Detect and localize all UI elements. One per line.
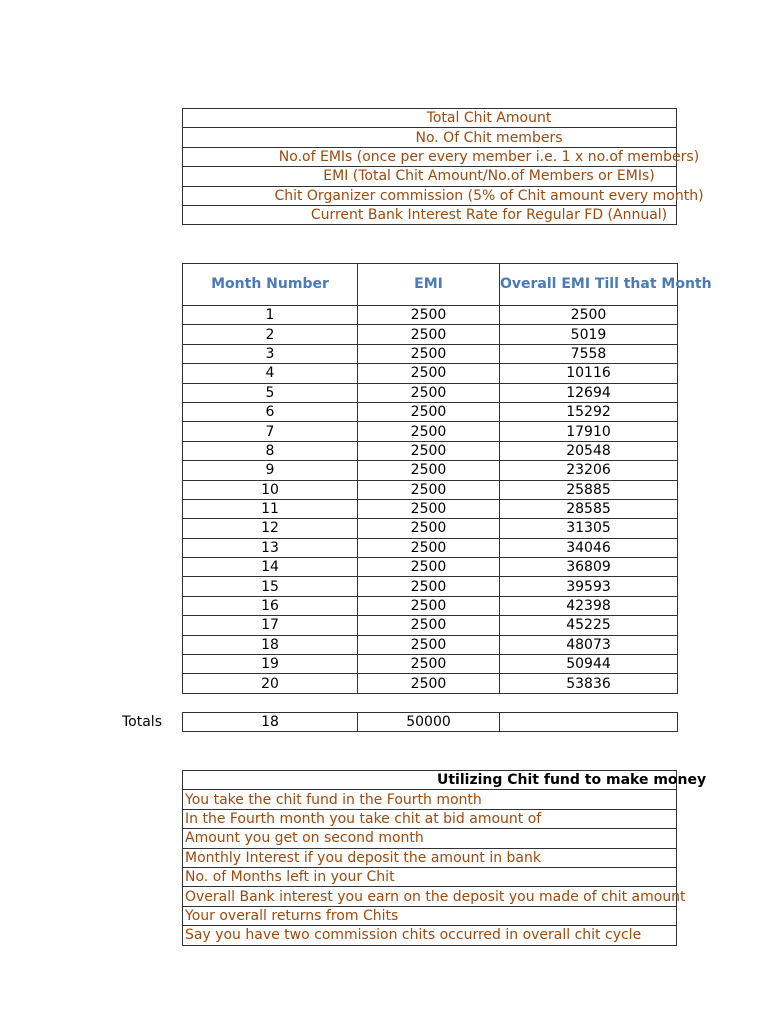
overall-emi-cell: 12694 [500,383,678,402]
month-number-cell: 4 [183,364,358,383]
table-row [183,577,678,596]
info-cell [183,109,677,128]
emi-cell: 2500 [358,577,500,596]
table-row [183,596,678,615]
utilizing-cell: Monthly Interest if you deposit the amount in bank [183,848,677,867]
header-month-number: Month Number [183,264,358,306]
info-row [183,186,677,205]
overall-emi-cell: 2500 [500,306,678,325]
month-number-cell: 8 [183,441,358,460]
month-number-cell: 14 [183,558,358,577]
overall-emi-cell: 39593 [500,577,678,596]
emi-cell: 2500 [358,596,500,615]
table-row [183,383,678,402]
info-cell [183,147,700,166]
table-row [183,674,678,693]
month-number-cell: 7 [183,422,358,441]
overall-emi-cell: 10116 [500,364,678,383]
table-row [183,519,678,538]
emi-cell: 2500 [358,519,500,538]
month-number-cell: 1 [183,306,358,325]
table-row [183,499,678,518]
emi-cell: 2500 [358,616,500,635]
overall-emi-cell: 34046 [500,538,678,557]
table-row [183,325,678,344]
utilizing-cell: Your overall returns from Chits [183,906,677,925]
table-row [183,441,678,460]
overall-emi-cell: 5019 [500,325,678,344]
utilizing-row [183,790,677,809]
totals-emi: 50000 [358,713,500,732]
utilizing-chit-table [182,770,707,946]
utilizing-cell: In the Fourth month you take chit at bid amount of [183,809,677,828]
month-number-cell: 3 [183,344,358,363]
table-row [183,402,678,421]
utilizing-row [183,887,677,906]
utilizing-cell: You take the chit fund in the Fourth month [183,790,677,809]
table-row [183,616,678,635]
emi-cell: 2500 [358,325,500,344]
overall-emi-cell: 31305 [500,519,678,538]
emi-cell: 2500 [358,461,500,480]
emi-schedule-table [182,263,712,694]
table-row [183,480,678,499]
table-row [183,655,678,674]
emi-cell: 2500 [358,480,500,499]
info-cell [183,205,677,224]
info-cell [183,167,677,186]
info-row [183,205,677,224]
utilizing-row [183,848,677,867]
utilizing-chit-header: Utilizing Chit fund to make money [183,771,677,790]
utilizing-row [183,809,677,828]
overall-emi-cell: 23206 [500,461,678,480]
emi-cell: 2500 [358,402,500,421]
month-number-cell: 16 [183,596,358,615]
info-row [183,128,677,147]
utilizing-row [183,926,677,945]
header-emi: EMI [358,264,500,306]
overall-emi-cell: 20548 [500,441,678,460]
month-number-cell: 2 [183,325,358,344]
month-number-cell: 5 [183,383,358,402]
table-row [183,306,678,325]
table-row [183,422,678,441]
overall-emi-cell: 50944 [500,655,678,674]
month-number-cell: 6 [183,402,358,421]
totals-month: 18 [183,713,358,732]
utilizing-row [183,906,677,925]
overall-emi-cell: 17910 [500,422,678,441]
utilizing-row [183,867,677,886]
month-number-cell: 9 [183,461,358,480]
overall-emi-cell: 28585 [500,499,678,518]
overall-emi-cell: 48073 [500,635,678,654]
info-row [183,109,677,128]
emi-cell: 2500 [358,344,500,363]
emi-cell: 2500 [358,655,500,674]
info-row [183,147,677,166]
emi-cell: 2500 [358,558,500,577]
info-cell [183,128,677,147]
overall-emi-cell: 53836 [500,674,678,693]
emi-cell: 2500 [358,538,500,557]
info-row [183,167,677,186]
utilizing-cell: Amount you get on second month [183,829,677,848]
month-number-cell: 20 [183,674,358,693]
totals-overall [500,713,678,732]
table-row [183,635,678,654]
month-number-cell: 11 [183,499,358,518]
info-text: Current Bank Interest Rate for Regular FD (Annual) [310,207,668,224]
overall-emi-cell: 15292 [500,402,678,421]
emi-cell: 2500 [358,674,500,693]
overall-emi-cell: 25885 [500,480,678,499]
month-number-cell: 15 [183,577,358,596]
emi-cell: 2500 [358,383,500,402]
emi-cell: 2500 [358,441,500,460]
month-number-cell: 13 [183,538,358,557]
utilizing-cell: Overall Bank interest you earn on the deposit you made of chit amount [183,887,677,906]
overall-emi-cell: 45225 [500,616,678,635]
month-number-cell: 12 [183,519,358,538]
info-cell [183,186,704,205]
month-number-cell: 17 [183,616,358,635]
info-text: EMI (Total Chit Amount/No.of Members or EMIs) [323,168,655,185]
info-text: No. Of Chit members [415,129,563,146]
table-row [183,364,678,383]
utilizing-cell: No. of Months left in your Chit [183,867,677,886]
table-row [183,344,678,363]
month-number-cell: 19 [183,655,358,674]
table-row [183,558,678,577]
info-text: No.of EMIs (once per every member i.e. 1 x no.of members) [278,148,700,165]
info-text: Chit Organizer commission (5% of Chit amount every month) [274,187,704,204]
table-row [183,461,678,480]
utilizing-row [183,829,677,848]
emi-cell: 2500 [358,635,500,654]
overall-emi-cell: 42398 [500,596,678,615]
emi-cell: 2500 [358,499,500,518]
totals-label: Totals [122,714,162,730]
overall-emi-cell: 36809 [500,558,678,577]
emi-cell: 2500 [358,422,500,441]
chit-info-table [182,108,704,225]
totals-table [182,712,677,732]
header-overall-emi: Overall EMI Till that Month [500,264,678,306]
info-text: Total Chit Amount [426,110,552,127]
month-number-cell: 10 [183,480,358,499]
overall-emi-cell: 7558 [500,344,678,363]
totals-row [183,713,678,732]
emi-cell: 2500 [358,364,500,383]
table-row [183,538,678,557]
utilizing-cell: Say you have two commission chits occurred in overall chit cycle [183,926,677,945]
emi-cell: 2500 [358,306,500,325]
month-number-cell: 18 [183,635,358,654]
